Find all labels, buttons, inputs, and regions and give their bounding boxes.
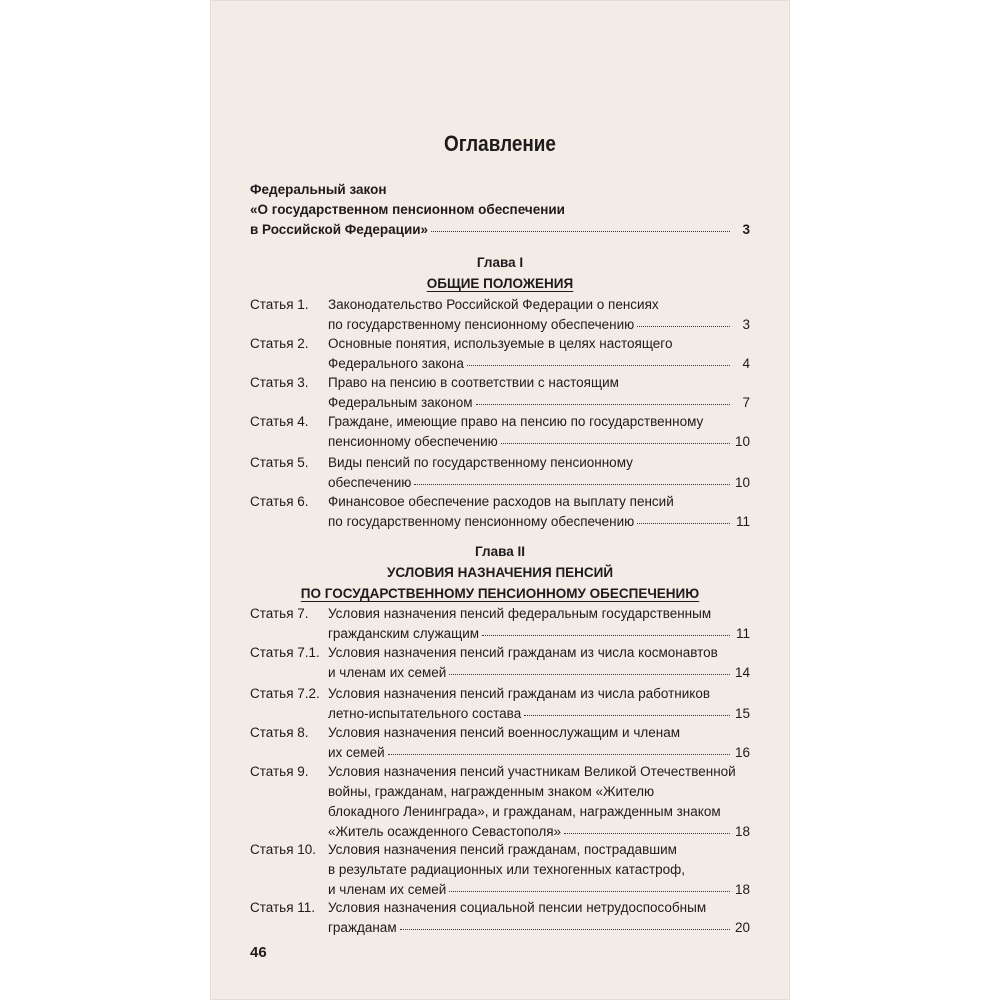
page-folio: 46: [250, 944, 267, 961]
article-line-text: гражданским служащим: [328, 626, 480, 641]
article-line-text: летно-испытательного состава: [328, 706, 522, 721]
dot-leader: [431, 231, 730, 232]
article-line-text: Федерального закона: [328, 356, 464, 371]
article-number: Статья 7.: [250, 606, 309, 621]
article-line-text: по государственному пенсионному обеспечению: [328, 514, 635, 529]
article-line: Основные понятия, используемые в целях настоящего: [328, 336, 673, 351]
article-line-text: по государственному пенсионному обеспечению: [328, 317, 635, 332]
article-line: Условия назначения пенсий федеральным государственным: [328, 606, 712, 621]
article-line-text: и членам их семей: [328, 665, 447, 680]
toc-content: [248, 0, 752, 1000]
article-line-last: [328, 624, 750, 644]
article-line: Виды пенсий по государственному пенсионному: [328, 455, 633, 470]
article-line-last: [328, 704, 750, 724]
page-number: 18: [734, 882, 750, 897]
law-line-text: в Российской Федерации»: [250, 222, 429, 237]
article-line-text: «Житель осажденного Севастополя»: [328, 824, 562, 839]
article-line: Условия назначения пенсий гражданам из числа космонавтов: [328, 645, 718, 660]
article-line-last: [328, 473, 750, 493]
law-line-last: [250, 220, 750, 240]
article-line: Условия назначения социальной пенсии нетрудоспособным: [328, 900, 707, 915]
page-number: 14: [734, 665, 750, 680]
article-line-text: гражданам: [328, 920, 397, 935]
article-line-last: [328, 354, 750, 374]
article-line-last: [328, 315, 750, 335]
article-line: Условия назначения пенсий участникам Великой Отечественной: [328, 764, 736, 779]
article-number: Статья 6.: [250, 494, 309, 509]
chapter-title: УСЛОВИЯ НАЗНАЧЕНИЯ ПЕНСИЙ: [386, 565, 614, 580]
article-line: войны, гражданам, награжденным знаком «Жителю: [328, 784, 655, 799]
page-number: 11: [735, 626, 750, 641]
article-line-last: [328, 512, 750, 532]
page-number: 18: [734, 824, 750, 839]
article-line-last: [328, 918, 750, 938]
article-line-last: [328, 663, 750, 683]
article-line: Законодательство Российской Федерации о пенсиях: [328, 297, 659, 312]
article-line-text: и членам их семей: [328, 882, 447, 897]
toc-title: Оглавление: [444, 131, 556, 156]
chapter-title: ПО ГОСУДАРСТВЕННОМУ ПЕНСИОННОМУ ОБЕСПЕЧЕНИЮ: [300, 586, 700, 601]
dot-leader: [449, 674, 730, 675]
article-line: в результате радиационных или техногенных катастроф,: [328, 862, 686, 877]
article-line: Граждане, имеющие право на пенсию по государственному: [328, 414, 704, 429]
law-line: «О государственном пенсионном обеспечении: [250, 202, 565, 217]
dot-leader: [414, 484, 730, 485]
page-number: 4: [742, 356, 750, 371]
article-number: Статья 11.: [250, 900, 316, 915]
article-line-text: обеспечению: [328, 475, 412, 490]
article-number: Статья 8.: [250, 725, 309, 740]
dot-leader: [400, 929, 730, 930]
federal-law-entry: [250, 180, 750, 240]
article-line-last: [328, 432, 750, 452]
article-line-text: пенсионному обеспечению: [328, 434, 498, 449]
page-number: 10: [734, 434, 750, 449]
dot-leader: [467, 365, 730, 366]
page-number: 20: [734, 920, 750, 935]
article-number: Статья 9.: [250, 764, 309, 779]
page-number: 15: [734, 706, 750, 721]
article-line-last: [328, 743, 750, 763]
chapter-title: ОБЩИЕ ПОЛОЖЕНИЯ: [426, 276, 574, 291]
page-number: 7: [742, 395, 750, 410]
dot-leader: [524, 715, 730, 716]
article-line: Условия назначения пенсий военнослужащим и членам: [328, 725, 681, 740]
article-line-last: [328, 393, 750, 413]
chapter-label: Глава II: [475, 544, 525, 559]
article-number: Статья 7.1.: [250, 645, 320, 660]
article-line-last: [328, 822, 750, 842]
article-number: Статья 2.: [250, 336, 309, 351]
chapter-heading: [248, 541, 752, 604]
article-line: Право на пенсию в соответствии с настоящим: [328, 375, 619, 390]
article-number: Статья 7.2.: [250, 686, 320, 701]
page-number: 16: [734, 745, 750, 760]
article-line: блокадного Ленинграда», и гражданам, награжденным знаком: [328, 804, 721, 819]
article-number: Статья 3.: [250, 375, 309, 390]
dot-leader: [449, 891, 730, 892]
article-line: Условия назначения пенсий гражданам, пострадавшим: [328, 842, 677, 857]
article-line-text: Федеральным законом: [328, 395, 473, 410]
chapter-label: Глава I: [476, 255, 524, 270]
page-number: 3: [742, 317, 750, 332]
chapter-heading: [248, 252, 752, 294]
article-line-text: их семей: [328, 745, 385, 760]
article-line: Финансовое обеспечение расходов на выплату пенсий: [328, 494, 674, 509]
page-number: 10: [734, 475, 750, 490]
article-line-last: [328, 880, 750, 900]
dot-leader: [482, 635, 730, 636]
page-number: 11: [735, 514, 750, 529]
dot-leader: [564, 833, 730, 834]
article-line: Условия назначения пенсий гражданам из числа работников: [328, 686, 711, 701]
article-number: Статья 5.: [250, 455, 309, 470]
article-number: Статья 1.: [250, 297, 309, 312]
dot-leader: [476, 404, 731, 405]
dot-leader: [637, 523, 730, 524]
dot-leader: [637, 326, 730, 327]
article-number: Статья 10.: [250, 842, 317, 857]
dot-leader: [388, 754, 730, 755]
article-number: Статья 4.: [250, 414, 309, 429]
page-number: 3: [742, 222, 750, 237]
law-line: Федеральный закон: [250, 182, 387, 197]
dot-leader: [501, 443, 730, 444]
